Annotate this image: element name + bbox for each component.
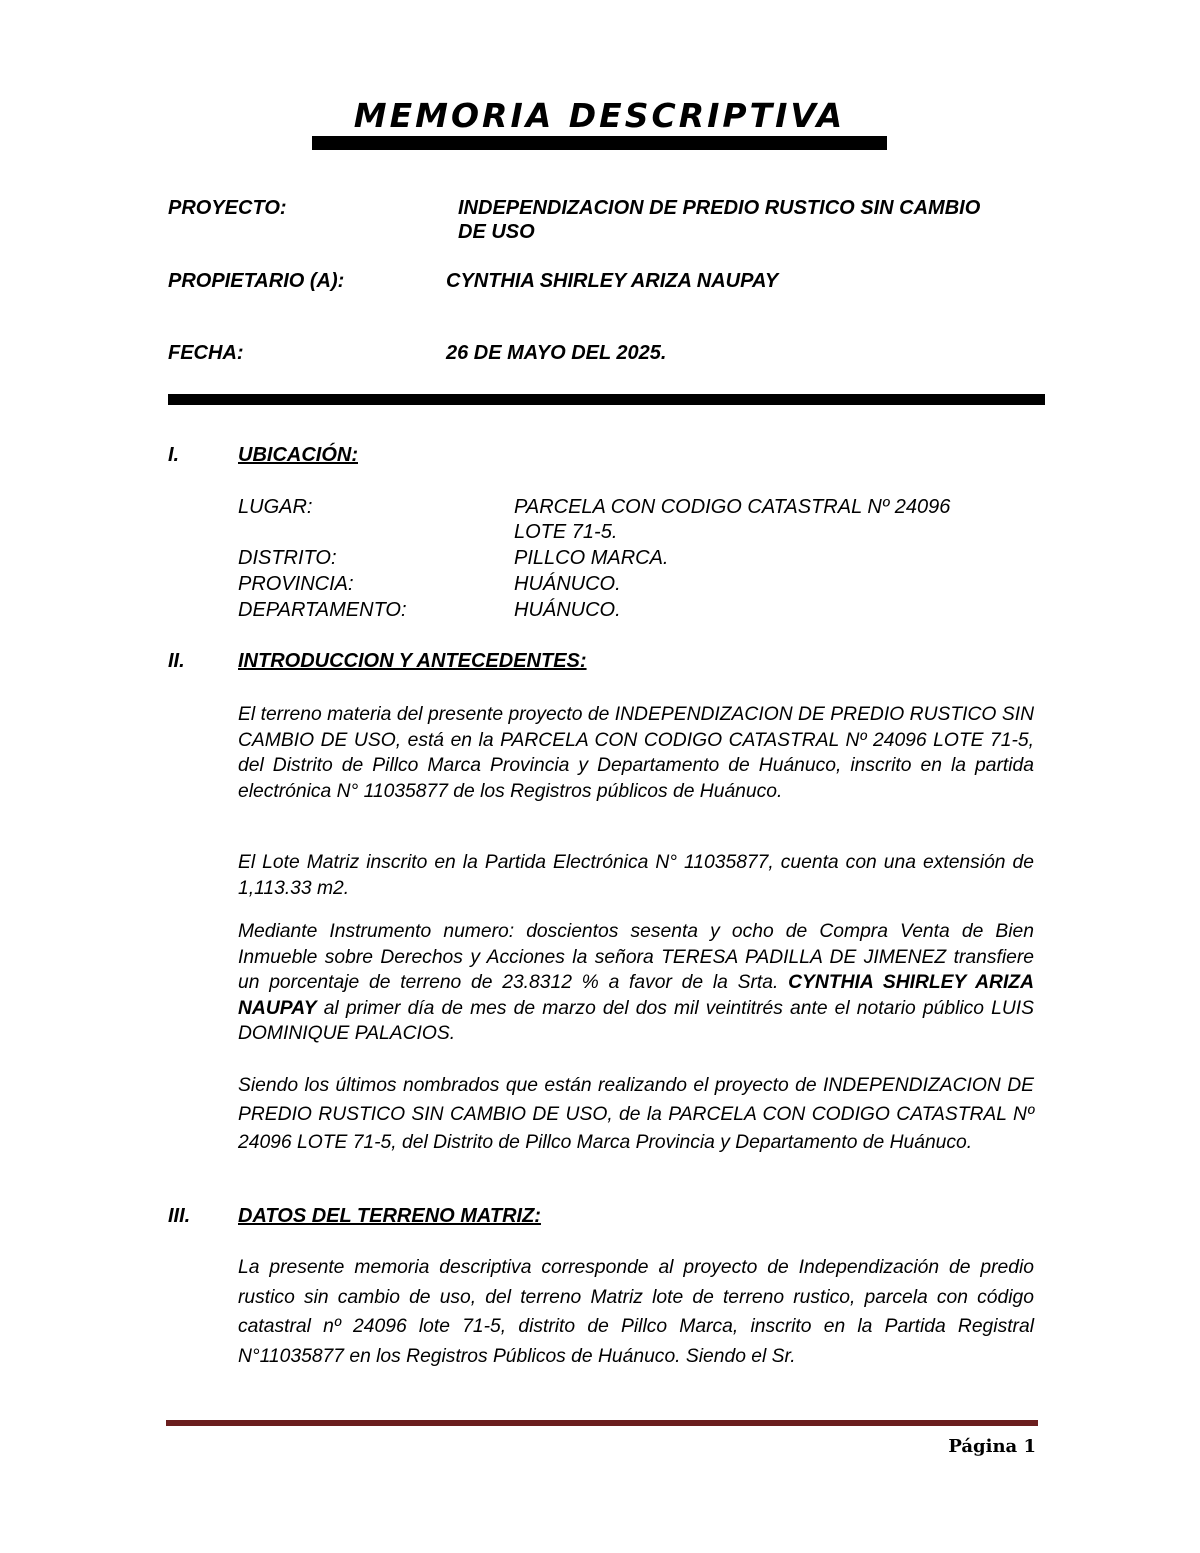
section2-number: II. [168,650,185,672]
footer-rule [166,1420,1038,1426]
provincia-label: PROVINCIA: [238,573,354,595]
departamento-label: DEPARTAMENTO: [238,599,407,621]
owner-name-bold: CYNTHIA SHIRLEY ARIZA NAUPAY [238,972,1034,1019]
section3-paragraph-1: La presente memoria descriptiva corresponde al proyecto de Independización de predio rustico sin cambio de uso, del terreno Matriz lote de terreno rustico, parcela con código catastral nº 24096 lote 71-5, distrito de Pillco Marca, inscrito en la Partida Registral N°11035877 en los Registros Públicos de Huánuco. Siendo el Sr. [238,1257,1034,1367]
fecha-value: 26 DE MAYO DEL 2025. [446,342,667,364]
section2-paragraph-4: Siendo los últimos nombrados que están realizando el proyecto de INDEPENDIZACION DE PREDIO RUSTICO SIN CAMBIO DE USO, de la PARCELA CON CODIGO CATASTRAL Nº 24096 LOTE 71-5, del Distrito de Pillco Marca Provincia y Departamento de Huánuco. [238,1075,1034,1153]
section2-paragraph-3-text-a: Mediante Instrumento numero: doscientos sesenta y ocho de Compra Venta de Bien Inmueble sobre Derechos y Acciones la señora TERESA PADILLA DE JIMENEZ transfiere un porcentaje de terreno de 23.8312 % a favor de la Srta. [238,921,1034,993]
section3-number: III. [168,1205,191,1227]
section2-title: INTRODUCCION Y ANTECEDENTES: [238,650,587,672]
page-number: Página 1 [948,1436,1036,1457]
proyecto-value-line2: DE USO [458,221,535,243]
lugar-label: LUGAR: [238,496,313,518]
provincia-value: HUÁNUCO. [514,573,621,595]
distrito-value: PILLCO MARCA. [514,547,669,569]
lugar-value-line1: PARCELA CON CODIGO CATASTRAL Nº 24096 [514,496,951,518]
propietario-label: PROPIETARIO (A): [168,270,345,292]
fecha-label: FECHA: [168,342,244,364]
section1-number: I. [168,444,180,466]
document-title: MEMORIA DESCRIPTIVA [353,96,846,135]
section2-paragraph-2: El Lote Matriz inscrito en la Partida Electrónica N° 11035877, cuenta con una extensión de 1,113.33 m2. [238,852,1034,899]
section1-title: UBICACIÓN: [238,444,358,466]
departamento-value: HUÁNUCO. [514,599,621,621]
propietario-value: CYNTHIA SHIRLEY ARIZA NAUPAY [446,270,779,292]
proyecto-value-line1: INDEPENDIZACION DE PREDIO RUSTICO SIN CAMBIO [458,197,981,219]
header-divider [168,394,1045,405]
lugar-value-line2: LOTE 71-5. [514,521,618,543]
proyecto-label: PROYECTO: [168,197,287,219]
section3-title: DATOS DEL TERRENO MATRIZ: [238,1205,541,1227]
distrito-label: DISTRITO: [238,547,337,569]
section2-paragraph-3 [238,919,1034,1047]
section2-paragraph-1: El terreno materia del presente proyecto de INDEPENDIZACION DE PREDIO RUSTICO SIN CAMBIO DE USO, está en la PARCELA CON CODIGO CATASTRAL Nº 24096 LOTE 71-5, del Distrito de Pillco Marca Provincia y Departamento de Huánuco, inscrito en la partida electrónica N° 11035877 de los Registros públicos de Huánuco. [238,704,1034,802]
section2-paragraph-3-text-b: al primer día de mes de marzo del dos mil veintitrés ante el notario público LUIS DOMINIQUE PALACIOS. [238,997,1034,1044]
title-underline-bar [312,136,887,150]
